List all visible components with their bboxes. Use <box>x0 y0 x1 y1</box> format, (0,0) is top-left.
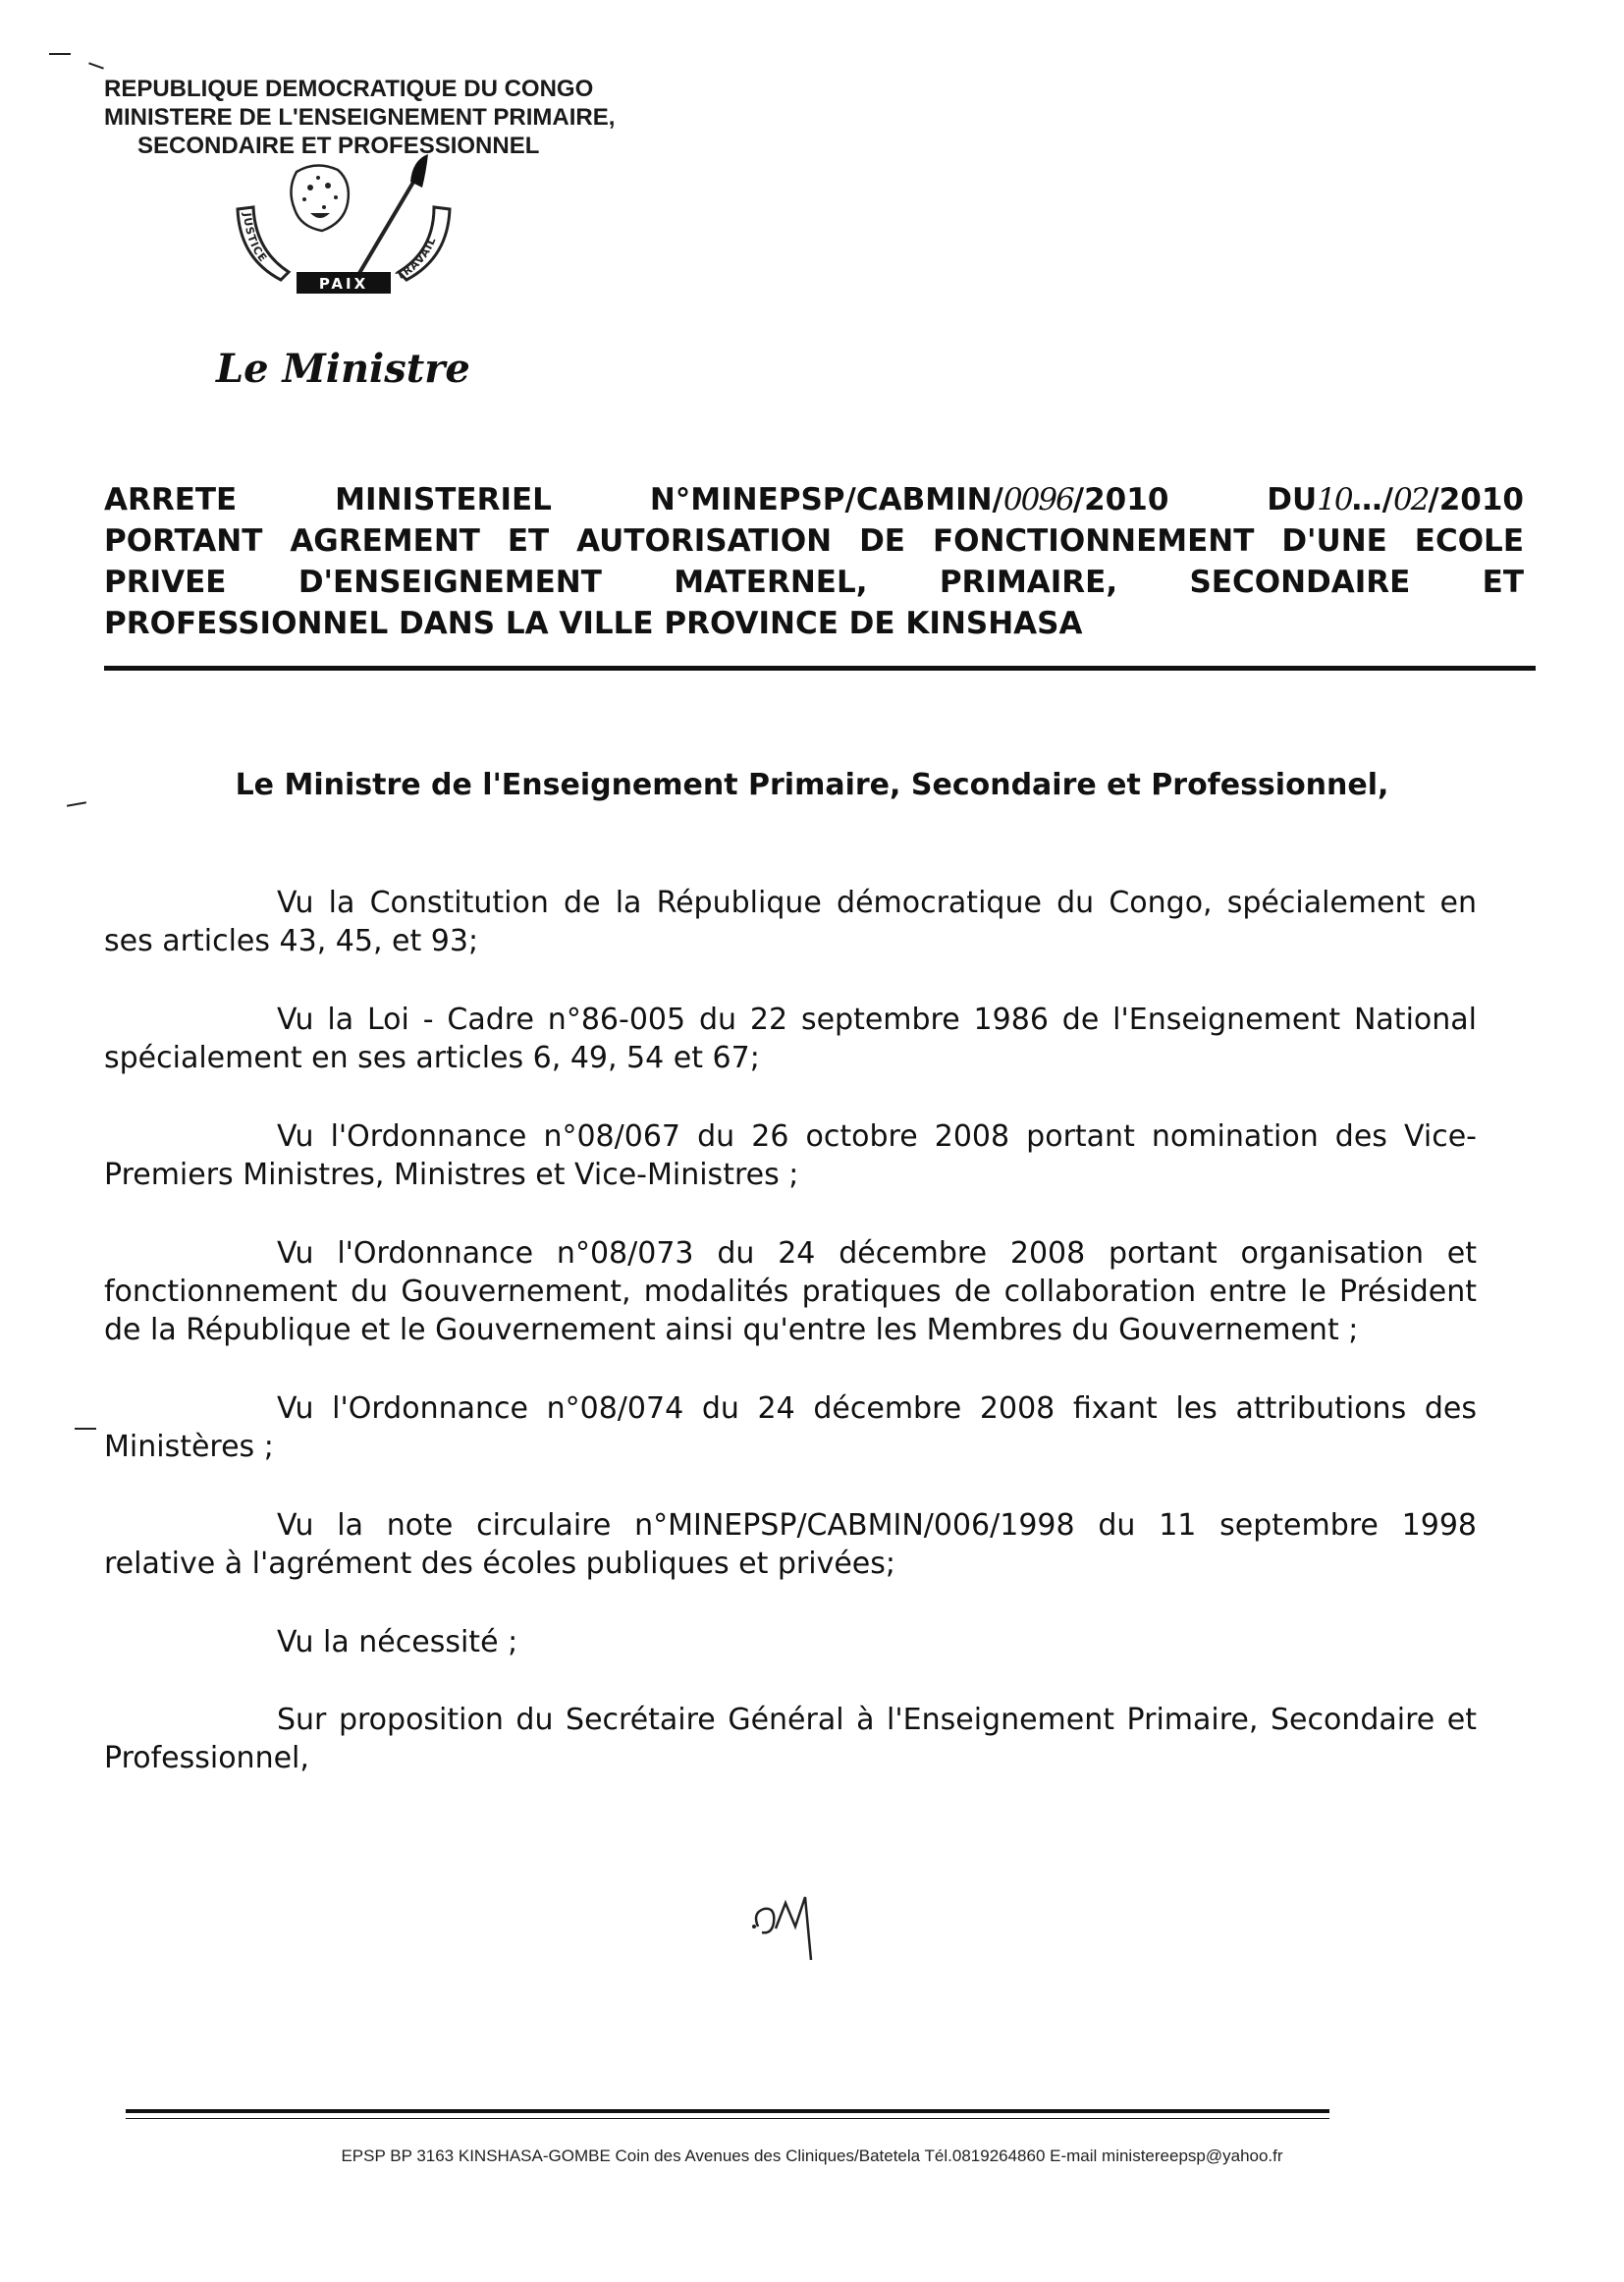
handwritten-month: 02 <box>1392 482 1429 517</box>
handwritten-number: 0096 <box>1002 482 1073 517</box>
paragraph: Vu l'Ordonnance n°08/074 du 24 décembre 2008 fixant les attributions des Ministères ; <box>104 1391 1477 1464</box>
paragraph: Vu la Constitution de la République démocratique du Congo, spécialement en ses articles 43, 45, et 93; <box>104 886 1477 958</box>
footer-contact: EPSP BP 3163 KINSHASA-GOMBE Coin des Avenues des Cliniques/Batetela Tél.0819264860 E-mail ministereepsp@yahoo.fr <box>341 2146 1283 2165</box>
title-divider <box>104 666 1536 671</box>
title-word: DE <box>859 523 905 559</box>
title-word: D'ENSEIGNEMENT <box>298 565 602 600</box>
letterhead-ministry-cont: SECONDAIRE ET PROFESSIONNEL <box>137 133 540 159</box>
handwritten-day: 10 <box>1317 482 1352 517</box>
scan-mark <box>67 801 86 806</box>
paragraph: Vu l'Ordonnance n°08/067 du 26 octobre 2008 portant nomination des Vice-Premiers Ministres, Ministres et Vice-Ministres ; <box>104 1119 1477 1192</box>
title-word: MINISTERIEL <box>335 482 552 517</box>
scan-mark <box>88 62 104 69</box>
leopard-head-icon <box>291 165 348 231</box>
coat-of-arms-emblem <box>226 152 481 334</box>
motto-left: JUSTICE <box>240 212 270 265</box>
title-word: ECOLE <box>1414 523 1524 559</box>
title-word: PRIMAIRE, <box>939 565 1118 600</box>
paragraph: Vu la Loi - Cadre n°86-005 du 22 septembre 1986 de l'Enseignement National spécialement en ses articles 6, 49, 54 et 67; <box>104 1003 1477 1075</box>
paragraph: Vu la note circulaire n°MINEPSP/CABMIN/006/1998 du 11 septembre 1998 relative à l'agrément des écoles publiques et privées; <box>104 1508 1477 1581</box>
motto-bottom: PAIX <box>318 275 369 293</box>
title-word: SECONDAIRE <box>1189 565 1411 600</box>
title-word: MATERNEL, <box>674 565 868 600</box>
scan-mark <box>75 1428 96 1430</box>
paragraph: Vu la nécessité ; <box>277 1625 518 1659</box>
decree-title <box>104 479 1524 644</box>
handwritten-initials <box>746 1883 844 1962</box>
title-line-2 <box>104 520 1524 562</box>
title-word: AGREMENT <box>290 523 480 559</box>
title-word: PORTANT <box>104 523 263 559</box>
title-word: ET <box>1482 565 1524 600</box>
paragraph: Vu l'Ordonnance n°08/073 du 24 décembre 2008 portant organisation et fonctionnement du Gouvernement, modalités pratiques de collaboration entre le Président de la République et le Gouvernement ainsi qu'entre les Membres du Gouvernement ; <box>104 1236 1477 1347</box>
preamble: Le Ministre de l'Enseignement Primaire, Secondaire et Professionnel, <box>235 768 1389 802</box>
title-line-4: PROFESSIONNEL DANS LA VILLE PROVINCE DE KINSHASA <box>104 606 1083 641</box>
footer-divider <box>126 2109 1329 2113</box>
letterhead-country: REPUBLIQUE DEMOCRATIQUE DU CONGO <box>104 76 594 102</box>
title-line-1 <box>104 479 1524 520</box>
paragraph: Sur proposition du Secrétaire Général à l'Enseignement Primaire, Secondaire et Professionnel, <box>104 1703 1477 1775</box>
title-word: D'UNE <box>1281 523 1387 559</box>
decree-date: DU10…/02/2010 <box>1267 482 1524 517</box>
scan-mark <box>49 53 71 55</box>
title-word: FONCTIONNEMENT <box>932 523 1255 559</box>
letterhead-ministry: MINISTERE DE L'ENSEIGNEMENT PRIMAIRE, <box>104 104 616 131</box>
decree-number: N°MINEPSP/CABMIN/0096/2010 <box>649 482 1169 517</box>
motto-right: TRAVAIL <box>394 235 439 283</box>
footer-divider <box>126 2118 1329 2119</box>
title-word: PRIVEE <box>104 565 227 600</box>
letterhead <box>104 75 615 160</box>
title-word: ET <box>507 523 550 559</box>
title-line-3 <box>104 562 1524 603</box>
considerations <box>104 884 1477 1818</box>
title-word: AUTORISATION <box>576 523 833 559</box>
minister-title: Le Ministre <box>216 346 470 392</box>
title-word: ARRETE <box>104 482 238 517</box>
